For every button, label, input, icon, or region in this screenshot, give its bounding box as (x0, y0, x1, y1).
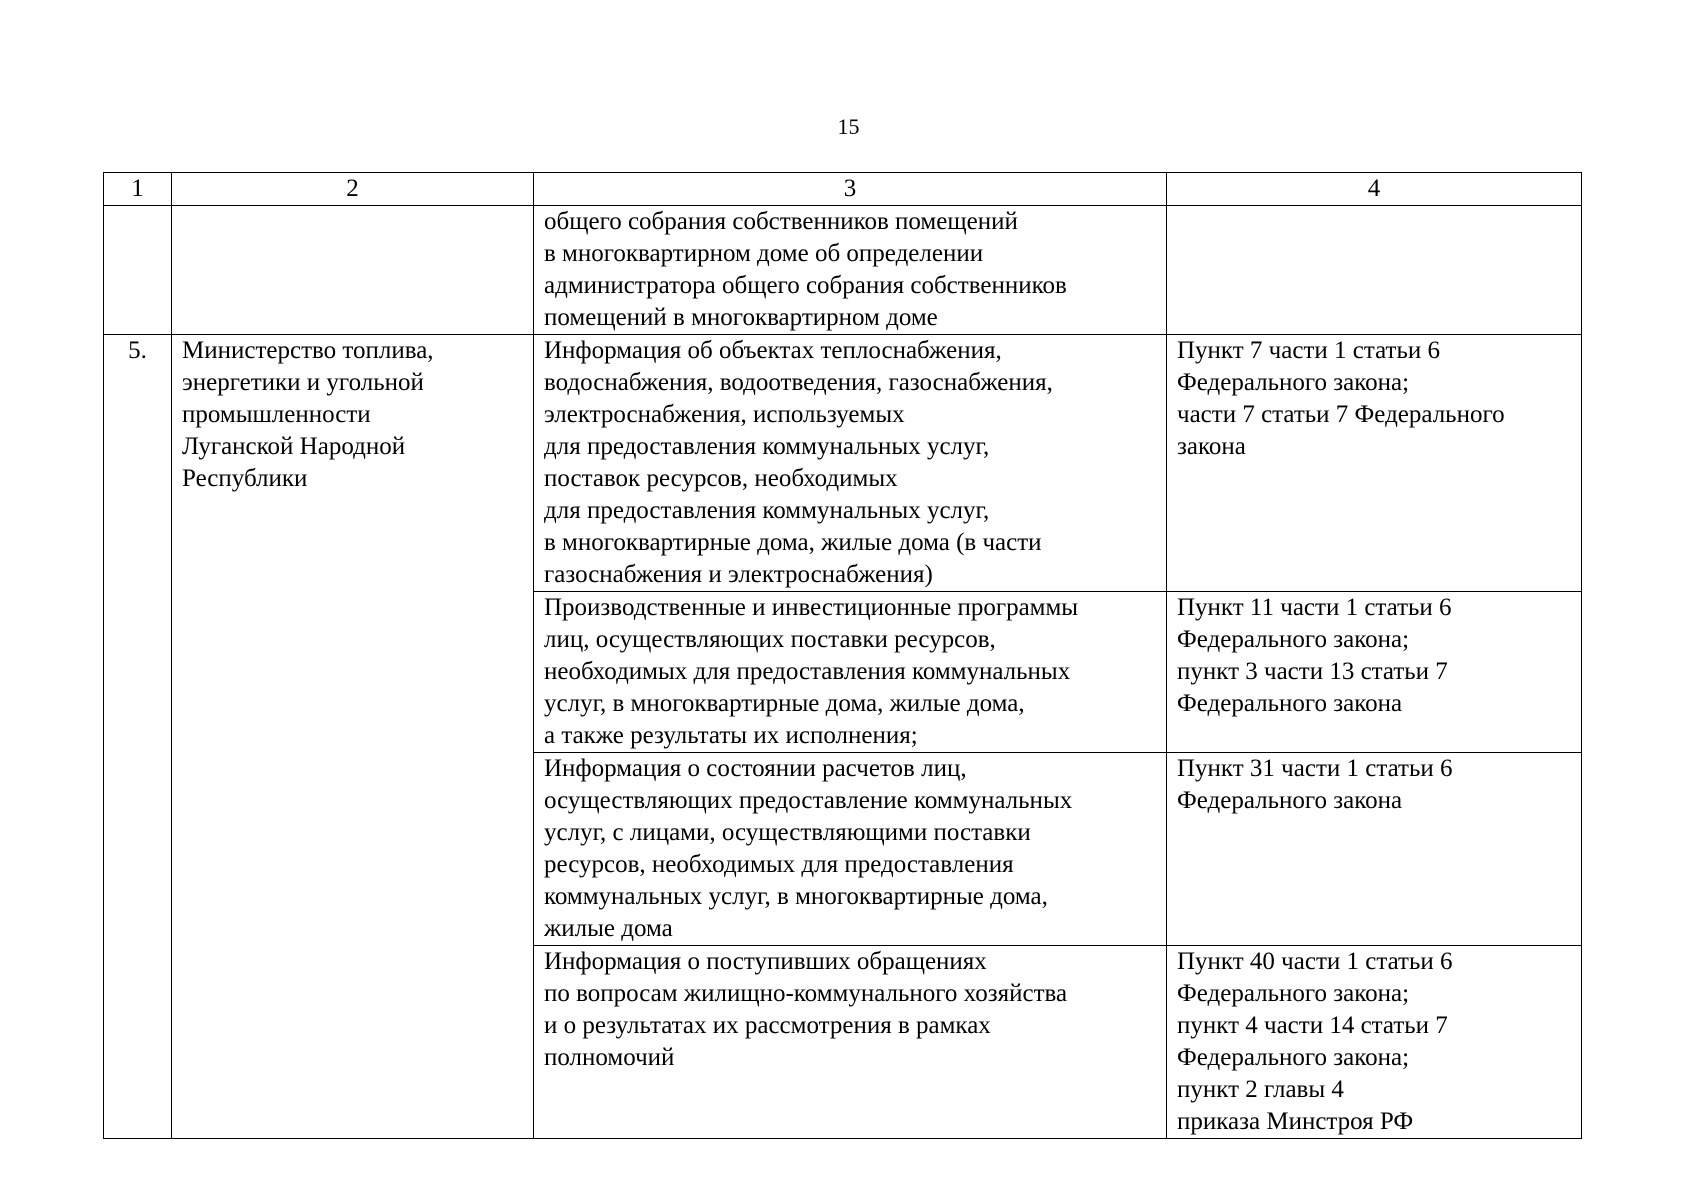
text-line: Производственные и инвестиционные программы (544, 594, 1079, 621)
text-line: Федерального закона (1177, 787, 1403, 814)
basis-cell (1167, 753, 1582, 946)
text-line: в многоквартирном доме об определении (544, 240, 984, 267)
column-number-4: 4 (1167, 173, 1582, 206)
text-line: лиц, осуществляющих поставки ресурсов, (544, 626, 996, 653)
text-line: поставок ресурсов, необходимых (544, 465, 898, 492)
continuation-info-cell (534, 206, 1167, 335)
basis-cell (1167, 592, 1582, 753)
info-cell (534, 592, 1167, 753)
basis-cell (1167, 335, 1582, 592)
text-line: водоснабжения, водоотведения, газоснабжения, (544, 369, 1053, 396)
text-line: Федерального закона; (1177, 980, 1410, 1007)
text-line: Информация о состоянии расчетов лиц, (544, 755, 967, 782)
text-line: в многоквартирные дома, жилые дома (в части (544, 529, 1042, 556)
continuation-org-cell (172, 206, 534, 335)
text-line: части 7 статьи 7 Федерального (1177, 401, 1505, 428)
text-line: необходимых для предоставления коммунальных (544, 658, 1071, 685)
page-number: 15 (837, 114, 860, 139)
column-number-3: 3 (534, 173, 1167, 206)
info-cell (534, 753, 1167, 946)
text-line: по вопросам жилищно-коммунального хозяйства (544, 980, 1068, 1007)
text-line: Республики (182, 465, 308, 492)
continuation-number-cell (104, 206, 172, 335)
organization-cell (172, 335, 534, 1139)
text-line: услуг, в многоквартирные дома, жилые дома, (544, 690, 1025, 717)
text-line: пункт 3 части 13 статьи 7 (1177, 658, 1448, 685)
text-line: пункт 2 главы 4 (1177, 1076, 1344, 1103)
text-line: Пункт 7 части 1 статьи 6 (1177, 337, 1440, 364)
text-line: промышленности (182, 401, 371, 428)
basis-cell (1167, 946, 1582, 1139)
text-line: и о результатах их рассмотрения в рамках (544, 1012, 991, 1039)
text-line: для предоставления коммунальных услуг, (544, 433, 990, 460)
table-row (104, 335, 1582, 592)
text-line: Луганской Народной (182, 433, 406, 460)
text-line: Пункт 31 части 1 статьи 6 (1177, 755, 1453, 782)
registry-table (103, 172, 1582, 1139)
info-cell (534, 335, 1167, 592)
text-line: Информация о поступивших обращениях (544, 948, 987, 975)
text-line: а также результаты их исполнения; (544, 722, 918, 749)
text-line: Информация об объектах теплоснабжения, (544, 337, 1002, 364)
text-line: Пункт 40 части 1 статьи 6 (1177, 948, 1453, 975)
text-line: энергетики и угольной (182, 369, 424, 396)
text-line: ресурсов, необходимых для предоставления (544, 851, 1014, 878)
continuation-row (104, 206, 1582, 335)
column-number-1: 1 (104, 173, 172, 206)
entry-number: 5. (104, 335, 172, 1139)
text-line: Федерального закона; (1177, 1044, 1410, 1071)
text-line: Федерального закона; (1177, 369, 1410, 396)
text-line: администратора общего собрания собственников (544, 272, 1067, 299)
column-number-2: 2 (172, 173, 534, 206)
text-line: осуществляющих предоставление коммунальных (544, 787, 1073, 814)
text-line: закона (1177, 433, 1246, 460)
text-line: Пункт 11 части 1 статьи 6 (1177, 594, 1452, 621)
text-line: общего собрания собственников помещений (544, 208, 1018, 235)
text-line: жилые дома (544, 915, 673, 942)
continuation-basis-cell (1167, 206, 1582, 335)
text-line: коммунальных услуг, в многоквартирные дома, (544, 883, 1048, 910)
column-number-row (104, 173, 1582, 206)
text-line: помещений в многоквартирном доме (544, 304, 938, 331)
text-line: газоснабжения и электроснабжения) (544, 561, 933, 588)
info-cell (534, 946, 1167, 1139)
text-line: услуг, с лицами, осуществляющими поставки (544, 819, 1031, 846)
text-line: Федерального закона; (1177, 626, 1410, 653)
text-line: Федерального закона (1177, 690, 1403, 717)
text-line: электроснабжения, используемых (544, 401, 905, 428)
text-line: для предоставления коммунальных услуг, (544, 497, 990, 524)
text-line: пункт 4 части 14 статьи 7 (1177, 1012, 1448, 1039)
text-line: полномочий (544, 1044, 675, 1071)
text-line: Министерство топлива, (182, 337, 434, 364)
text-line: приказа Минстроя РФ (1177, 1108, 1414, 1135)
